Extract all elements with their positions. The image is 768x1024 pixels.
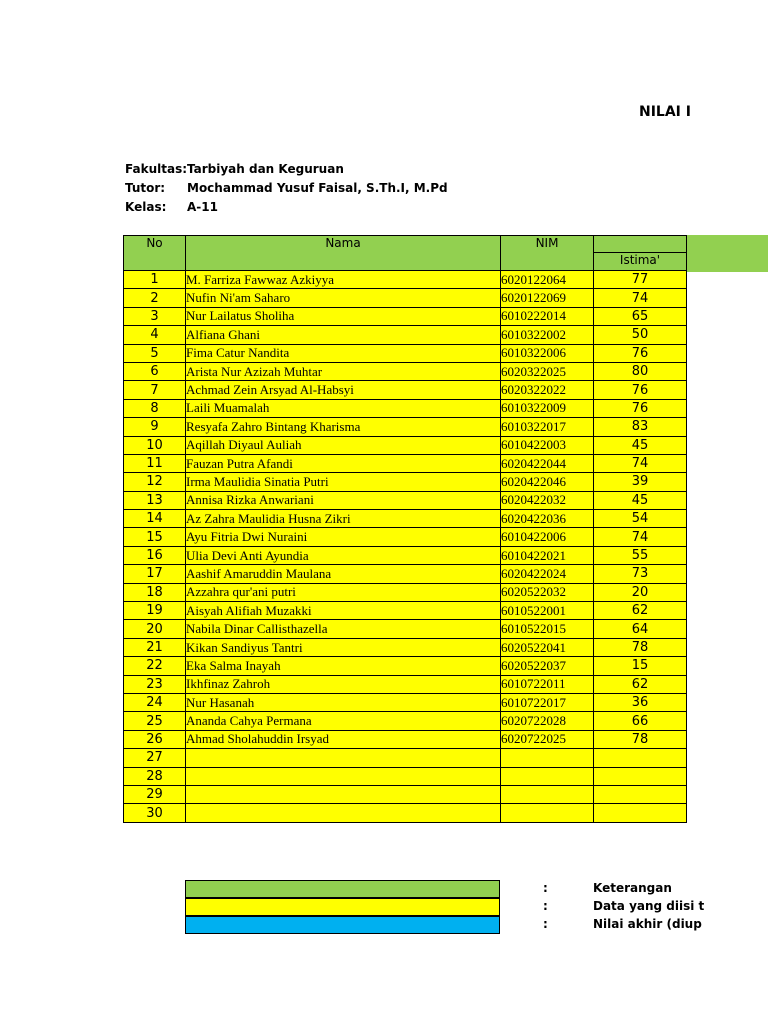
row-number[interactable]: 20: [124, 620, 186, 638]
row-number[interactable]: 8: [124, 399, 186, 417]
row-number[interactable]: 14: [124, 510, 186, 528]
row-number[interactable]: 25: [124, 712, 186, 730]
istima-score[interactable]: 66: [594, 712, 687, 730]
row-number[interactable]: 9: [124, 418, 186, 436]
student-name[interactable]: Kikan Sandiyus Tantri: [186, 638, 501, 656]
row-number[interactable]: 29: [124, 785, 186, 803]
student-name[interactable]: Nabila Dinar Callisthazella: [186, 620, 501, 638]
istima-score[interactable]: 78: [594, 638, 687, 656]
row-number[interactable]: 15: [124, 528, 186, 546]
column-header-nama: Nama: [186, 236, 501, 271]
istima-score[interactable]: 45: [594, 491, 687, 509]
student-name[interactable]: Ananda Cahya Permana: [186, 712, 501, 730]
student-nim[interactable]: 6010722017: [501, 693, 594, 711]
table-row: [124, 675, 687, 693]
istima-score[interactable]: 55: [594, 546, 687, 564]
table-row: [124, 528, 687, 546]
student-name[interactable]: Alfiana Ghani: [186, 326, 501, 344]
row-number[interactable]: 7: [124, 381, 186, 399]
istima-score[interactable]: 80: [594, 362, 687, 380]
student-nim[interactable]: 6010422021: [501, 546, 594, 564]
table-row: [124, 326, 687, 344]
row-number[interactable]: 26: [124, 730, 186, 748]
istima-score[interactable]: 76: [594, 344, 687, 362]
student-nim[interactable]: 6010422003: [501, 436, 594, 454]
legend-swatch: [185, 916, 500, 934]
row-number[interactable]: 5: [124, 344, 186, 362]
student-name[interactable]: Ulia Devi Anti Ayundia: [186, 546, 501, 564]
row-number[interactable]: 24: [124, 693, 186, 711]
student-name[interactable]: Fima Catur Nandita: [186, 344, 501, 362]
istima-score[interactable]: [594, 749, 687, 767]
table-row: [124, 454, 687, 472]
istima-score[interactable]: 78: [594, 730, 687, 748]
column-group-header: [594, 236, 687, 253]
row-number[interactable]: 18: [124, 583, 186, 601]
tutor-label: Tutor:: [125, 181, 166, 195]
fakultas-value: Tarbiyah dan Keguruan: [187, 162, 344, 176]
kelas-value: A-11: [187, 200, 218, 214]
student-name[interactable]: Ikhfinaz Zahroh: [186, 675, 501, 693]
student-nim[interactable]: 6010422006: [501, 528, 594, 546]
table-row: [124, 620, 687, 638]
student-nim[interactable]: 6020422024: [501, 565, 594, 583]
kelas-label: Kelas:: [125, 200, 167, 214]
row-number[interactable]: 19: [124, 602, 186, 620]
student-name[interactable]: Laili Muamalah: [186, 399, 501, 417]
student-nim[interactable]: 6020322022: [501, 381, 594, 399]
student-nim[interactable]: [501, 785, 594, 803]
table-row: [124, 657, 687, 675]
legend-colon: :: [543, 899, 548, 913]
row-number[interactable]: 1: [124, 271, 186, 289]
table-row: [124, 271, 687, 289]
table-row: [124, 381, 687, 399]
table-row: [124, 307, 687, 325]
istima-score[interactable]: 36: [594, 693, 687, 711]
student-nim[interactable]: 6020722028: [501, 712, 594, 730]
legend-text: Nilai akhir (diup: [593, 917, 702, 931]
table-row: [124, 785, 687, 803]
table-row: [124, 602, 687, 620]
row-number[interactable]: 13: [124, 491, 186, 509]
student-name[interactable]: [186, 785, 501, 803]
row-number[interactable]: 16: [124, 546, 186, 564]
student-nim[interactable]: [501, 804, 594, 822]
row-number[interactable]: 6: [124, 362, 186, 380]
student-name[interactable]: Irma Maulidia Sinatia Putri: [186, 473, 501, 491]
row-number[interactable]: 11: [124, 454, 186, 472]
table-row: [124, 399, 687, 417]
istima-score[interactable]: [594, 785, 687, 803]
table-row: [124, 344, 687, 362]
student-nim[interactable]: 6020122064: [501, 271, 594, 289]
student-nim[interactable]: 6020422046: [501, 473, 594, 491]
istima-score[interactable]: 74: [594, 454, 687, 472]
table-row: [124, 804, 687, 822]
table-row: [124, 693, 687, 711]
page-title: NILAI I: [639, 104, 691, 120]
student-name[interactable]: M. Farriza Fawwaz Azkiyya: [186, 271, 501, 289]
legend-colon: :: [543, 881, 548, 895]
row-number[interactable]: 22: [124, 657, 186, 675]
istima-score[interactable]: 54: [594, 510, 687, 528]
student-name[interactable]: Aqillah Diyaul Auliah: [186, 436, 501, 454]
student-name[interactable]: [186, 749, 501, 767]
table-row: [124, 362, 687, 380]
student-nim[interactable]: 6020422044: [501, 454, 594, 472]
legend-text: Keterangan: [593, 881, 672, 895]
istima-score[interactable]: 77: [594, 271, 687, 289]
student-name[interactable]: Azzahra qur'ani putri: [186, 583, 501, 601]
row-number[interactable]: 12: [124, 473, 186, 491]
table-row: [124, 510, 687, 528]
table-row: [124, 473, 687, 491]
column-header-istima: Istima': [594, 253, 687, 271]
istima-score[interactable]: 73: [594, 565, 687, 583]
table-row: [124, 565, 687, 583]
table-row: [124, 418, 687, 436]
istima-score[interactable]: 76: [594, 399, 687, 417]
student-name[interactable]: Aisyah Alifiah Muzakki: [186, 602, 501, 620]
student-nim[interactable]: 6010322009: [501, 399, 594, 417]
row-number[interactable]: 28: [124, 767, 186, 785]
tutor-value: Mochammad Yusuf Faisal, S.Th.I, M.Pd: [187, 181, 448, 195]
header-green-extension: [686, 235, 768, 272]
istima-score[interactable]: 20: [594, 583, 687, 601]
student-name[interactable]: Ahmad Sholahuddin Irsyad: [186, 730, 501, 748]
student-nim[interactable]: [501, 767, 594, 785]
fakultas-label: Fakultas:: [125, 162, 188, 176]
table-row: [124, 767, 687, 785]
student-name[interactable]: Eka Salma Inayah: [186, 657, 501, 675]
student-nim[interactable]: 6010522001: [501, 602, 594, 620]
student-name[interactable]: Ayu Fitria Dwi Nuraini: [186, 528, 501, 546]
student-nim[interactable]: 6020722025: [501, 730, 594, 748]
student-name[interactable]: Annisa Rizka Anwariani: [186, 491, 501, 509]
istima-score[interactable]: 62: [594, 602, 687, 620]
table-row: [124, 730, 687, 748]
student-nim[interactable]: 6010522015: [501, 620, 594, 638]
student-nim[interactable]: 6020522032: [501, 583, 594, 601]
column-header-no: No: [124, 236, 186, 271]
istima-score[interactable]: 64: [594, 620, 687, 638]
student-name[interactable]: Fauzan Putra Afandi: [186, 454, 501, 472]
table-row: [124, 749, 687, 767]
legend-colon: :: [543, 917, 548, 931]
istima-score[interactable]: 65: [594, 307, 687, 325]
istima-score[interactable]: 62: [594, 675, 687, 693]
legend-swatch: [185, 880, 500, 898]
legend-swatch: [185, 898, 500, 916]
istima-score[interactable]: 74: [594, 289, 687, 307]
student-name[interactable]: Arista Nur Azizah Muhtar: [186, 362, 501, 380]
table-row: [124, 546, 687, 564]
istima-score[interactable]: 39: [594, 473, 687, 491]
istima-score[interactable]: 15: [594, 657, 687, 675]
table-row: [124, 583, 687, 601]
istima-score[interactable]: 45: [594, 436, 687, 454]
student-name[interactable]: [186, 767, 501, 785]
row-number[interactable]: 10: [124, 436, 186, 454]
student-nim[interactable]: 6020422036: [501, 510, 594, 528]
student-name[interactable]: Achmad Zein Arsyad Al-Habsyi: [186, 381, 501, 399]
student-nim[interactable]: 6010322017: [501, 418, 594, 436]
istima-score[interactable]: [594, 767, 687, 785]
table-row: [124, 289, 687, 307]
student-nim[interactable]: 6010322006: [501, 344, 594, 362]
istima-score[interactable]: 76: [594, 381, 687, 399]
row-number[interactable]: 4: [124, 326, 186, 344]
student-nim[interactable]: 6020522037: [501, 657, 594, 675]
row-number[interactable]: 21: [124, 638, 186, 656]
istima-score[interactable]: 50: [594, 326, 687, 344]
row-number[interactable]: 17: [124, 565, 186, 583]
student-nim[interactable]: 6020422032: [501, 491, 594, 509]
student-nim[interactable]: 6020522041: [501, 638, 594, 656]
istima-score[interactable]: 83: [594, 418, 687, 436]
student-name[interactable]: Aashif Amaruddin Maulana: [186, 565, 501, 583]
grades-table: [123, 235, 687, 823]
table-row: [124, 491, 687, 509]
student-name[interactable]: Nufin Ni'am Saharo: [186, 289, 501, 307]
student-nim[interactable]: 6010222014: [501, 307, 594, 325]
row-number[interactable]: 30: [124, 804, 186, 822]
table-row: [124, 712, 687, 730]
istima-score[interactable]: [594, 804, 687, 822]
table-row: [124, 436, 687, 454]
student-nim[interactable]: 6010322002: [501, 326, 594, 344]
row-number[interactable]: 23: [124, 675, 186, 693]
student-nim[interactable]: 6020122069: [501, 289, 594, 307]
table-row: [124, 638, 687, 656]
student-name[interactable]: Resyafa Zahro Bintang Kharisma: [186, 418, 501, 436]
column-header-nim: NIM: [501, 236, 594, 271]
student-name[interactable]: Nur Lailatus Sholiha: [186, 307, 501, 325]
row-number[interactable]: 2: [124, 289, 186, 307]
student-nim[interactable]: [501, 749, 594, 767]
legend-text: Data yang diisi t: [593, 899, 705, 913]
student-name[interactable]: Nur Hasanah: [186, 693, 501, 711]
student-name[interactable]: [186, 804, 501, 822]
student-nim[interactable]: 6020322025: [501, 362, 594, 380]
row-number[interactable]: 27: [124, 749, 186, 767]
student-name[interactable]: Az Zahra Maulidia Husna Zikri: [186, 510, 501, 528]
istima-score[interactable]: 74: [594, 528, 687, 546]
row-number[interactable]: 3: [124, 307, 186, 325]
student-nim[interactable]: 6010722011: [501, 675, 594, 693]
